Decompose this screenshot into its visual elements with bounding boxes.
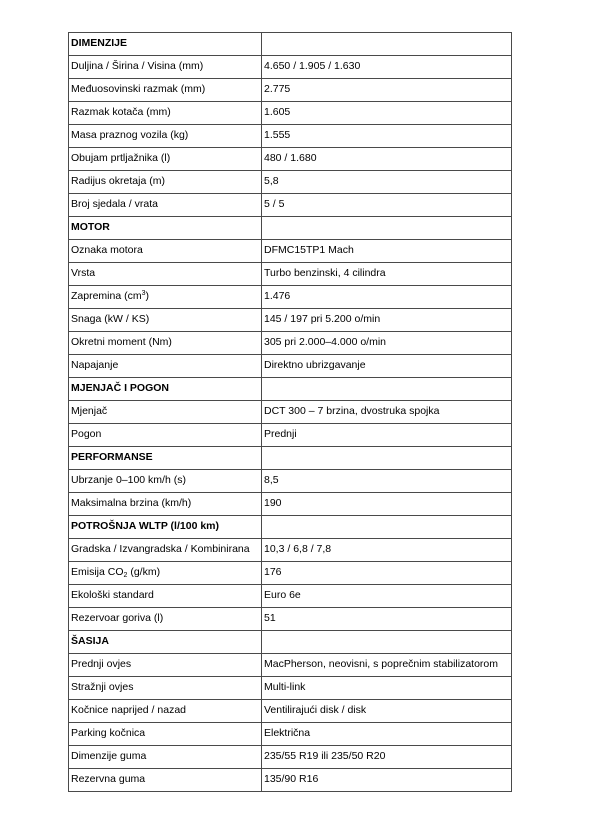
spec-label (69, 769, 262, 792)
spec-value (262, 447, 512, 470)
spec-label (69, 424, 262, 447)
spec-label-text: MJENJAČ I POGON (71, 382, 170, 394)
table-row (69, 424, 512, 447)
section-header-row (69, 33, 512, 56)
spec-value: DCT 300 – 7 brzina, dvostruka spojka (262, 401, 512, 424)
table-row (69, 171, 512, 194)
spec-value (262, 378, 512, 401)
table-row (69, 401, 512, 424)
spec-value: 235/55 R19 ili 235/50 R20 (262, 746, 512, 769)
table-row (69, 286, 512, 309)
spec-label-text: Međuosovinski razmak (mm) (71, 83, 206, 95)
spec-label (69, 746, 262, 769)
table-row (69, 355, 512, 378)
spec-value: 51 (262, 608, 512, 631)
spec-value: 2.775 (262, 79, 512, 102)
spec-value (262, 516, 512, 539)
section-title (69, 516, 262, 539)
spec-label-text: POTROŠNJA WLTP (l/100 km) (71, 520, 219, 532)
spec-label-text: Prednji ovjes (71, 658, 132, 670)
table-row (69, 608, 512, 631)
spec-table-body (69, 33, 512, 792)
spec-label (69, 102, 262, 125)
table-row (69, 677, 512, 700)
spec-label-text: Zapremina (cm (71, 290, 142, 302)
spec-label-text: Kočnice naprijed / nazad (71, 704, 186, 716)
table-row (69, 746, 512, 769)
subscript: 2 (123, 572, 128, 579)
section-header-row (69, 378, 512, 401)
spec-value (262, 217, 512, 240)
spec-label (69, 493, 262, 516)
spec-value (262, 631, 512, 654)
spec-value: Euro 6e (262, 585, 512, 608)
spec-value: 10,3 / 6,8 / 7,8 (262, 539, 512, 562)
spec-label (69, 677, 262, 700)
table-row (69, 332, 512, 355)
spec-value: Turbo benzinski, 4 cilindra (262, 263, 512, 286)
table-row (69, 56, 512, 79)
table-row (69, 79, 512, 102)
table-row (69, 723, 512, 746)
spec-value: 8,5 (262, 470, 512, 493)
table-row (69, 493, 512, 516)
section-header-row (69, 217, 512, 240)
table-row (69, 263, 512, 286)
spec-label (69, 355, 262, 378)
table-row (69, 539, 512, 562)
spec-label (69, 125, 262, 148)
spec-label (69, 700, 262, 723)
spec-label-text: Stražnji ovjes (71, 681, 134, 693)
table-row (69, 562, 512, 585)
spec-value: Multi-link (262, 677, 512, 700)
spec-label (69, 401, 262, 424)
spec-label-text: Ekološki standard (71, 589, 154, 601)
spec-label-text: MOTOR (71, 221, 110, 233)
spec-value: 1.555 (262, 125, 512, 148)
spec-label-text: Razmak kotača (mm) (71, 106, 171, 118)
spec-value: 190 (262, 493, 512, 516)
table-row (69, 585, 512, 608)
spec-label-text: Radijus okretaja (m) (71, 175, 165, 187)
spec-value (262, 33, 512, 56)
spec-label-text: Broj sjedala / vrata (71, 198, 158, 210)
spec-label (69, 723, 262, 746)
spec-value: DFMC15TP1 Mach (262, 240, 512, 263)
spec-value: 145 / 197 pri 5.200 o/min (262, 309, 512, 332)
section-header-row (69, 516, 512, 539)
spec-label (69, 148, 262, 171)
table-row (69, 654, 512, 677)
spec-value: Ventilirajući disk / disk (262, 700, 512, 723)
spec-value: 1.605 (262, 102, 512, 125)
spec-label-suffix: (g/km) (127, 566, 161, 578)
spec-table (68, 32, 512, 792)
spec-label (69, 286, 262, 309)
spec-label (69, 194, 262, 217)
spec-label (69, 585, 262, 608)
spec-label-text: Dimenzije guma (71, 750, 147, 762)
table-row (69, 769, 512, 792)
spec-label-text: Rezervoar goriva (l) (71, 612, 164, 624)
spec-label-text: Emisija CO (71, 566, 124, 578)
spec-label (69, 470, 262, 493)
table-row (69, 102, 512, 125)
section-title (69, 447, 262, 470)
spec-label-text: Obujam prtljažnika (l) (71, 152, 171, 164)
spec-value: 4.650 / 1.905 / 1.630 (262, 56, 512, 79)
section-title (69, 33, 262, 56)
table-row (69, 470, 512, 493)
table-row (69, 240, 512, 263)
section-header-row (69, 631, 512, 654)
spec-label (69, 562, 262, 585)
spec-label (69, 654, 262, 677)
spec-label-suffix: ) (145, 290, 150, 302)
spec-label-text: Maksimalna brzina (km/h) (71, 497, 192, 509)
spec-value: 1.476 (262, 286, 512, 309)
spec-label (69, 171, 262, 194)
table-row (69, 309, 512, 332)
spec-value: MacPherson, neovisni, s poprečnim stabilizatorom (262, 654, 512, 677)
spec-value: Prednji (262, 424, 512, 447)
spec-value: 5,8 (262, 171, 512, 194)
spec-label (69, 240, 262, 263)
section-title (69, 378, 262, 401)
spec-label-text: Napajanje (71, 359, 119, 371)
spec-label-text: Ubrzanje 0–100 km/h (s) (71, 474, 186, 486)
spec-value: Električna (262, 723, 512, 746)
spec-label (69, 79, 262, 102)
spec-label-text: ŠASIJA (71, 635, 109, 647)
spec-label-text: DIMENZIJE (71, 37, 128, 49)
spec-label (69, 332, 262, 355)
spec-label-text: Pogon (71, 428, 102, 440)
table-row (69, 194, 512, 217)
spec-label (69, 56, 262, 79)
spec-label-text: Oznaka motora (71, 244, 143, 256)
spec-label-text: Vrsta (71, 267, 96, 279)
spec-value: 5 / 5 (262, 194, 512, 217)
spec-label-text: Parking kočnica (71, 727, 146, 739)
spec-label-text: Rezervna guma (71, 773, 146, 785)
spec-label-text: Masa praznog vozila (kg) (71, 129, 189, 141)
spec-value: Direktno ubrizgavanje (262, 355, 512, 378)
spec-label (69, 539, 262, 562)
section-title (69, 631, 262, 654)
spec-label-text: Gradska / Izvangradska / Kombinirana (71, 543, 250, 555)
spec-label (69, 608, 262, 631)
spec-label-text: Okretni moment (Nm) (71, 336, 172, 348)
spec-label-text: Duljina / Širina / Visina (mm) (71, 60, 204, 72)
table-row (69, 700, 512, 723)
spec-label (69, 309, 262, 332)
table-row (69, 148, 512, 171)
spec-label (69, 263, 262, 286)
section-header-row (69, 447, 512, 470)
spec-value: 305 pri 2.000–4.000 o/min (262, 332, 512, 355)
spec-label-text: PERFORMANSE (71, 451, 153, 463)
spec-label-text: Snaga (kW / KS) (71, 313, 150, 325)
spec-value: 176 (262, 562, 512, 585)
table-row (69, 125, 512, 148)
superscript: 3 (141, 290, 146, 297)
spec-value: 135/90 R16 (262, 769, 512, 792)
spec-value: 480 / 1.680 (262, 148, 512, 171)
spec-label-text: Mjenjač (71, 405, 108, 417)
section-title (69, 217, 262, 240)
